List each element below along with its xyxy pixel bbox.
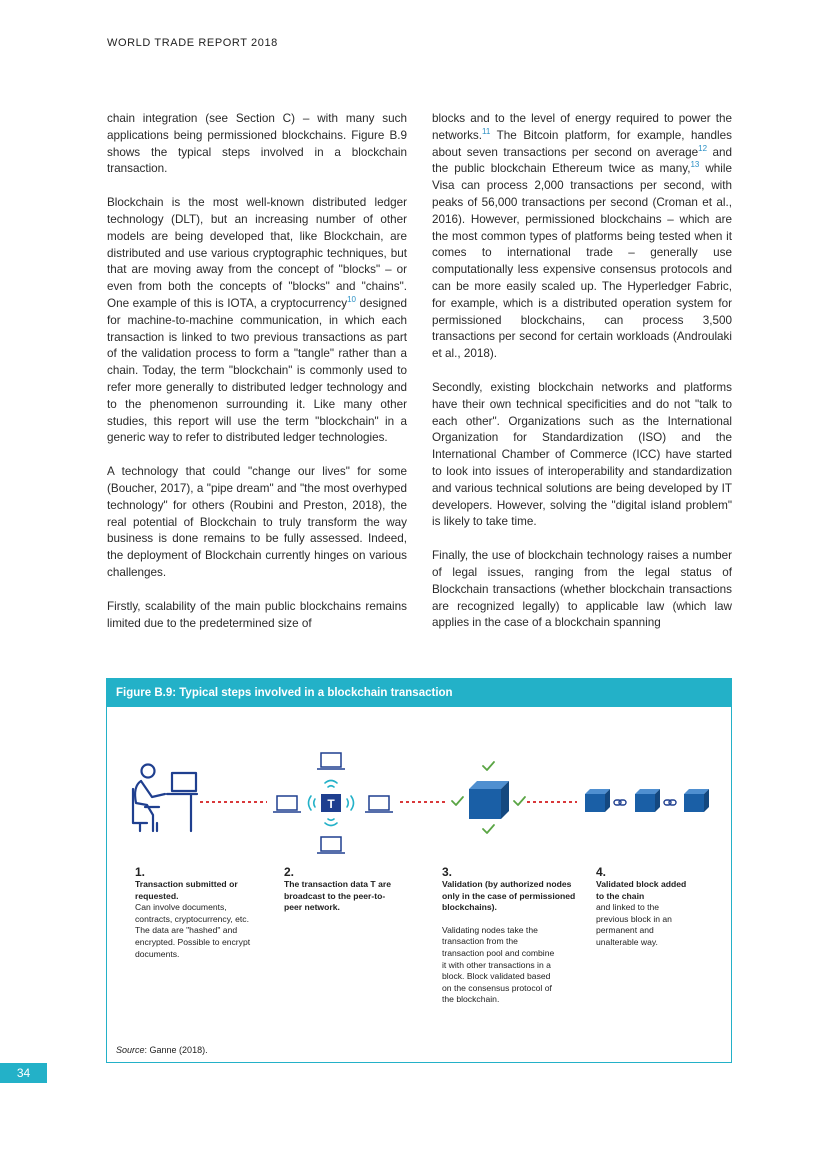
footnote-12[interactable]: 12 [698, 143, 708, 153]
left-column [107, 111, 407, 649]
right-paragraph-1-text-a: blocks and to the level of energy required to power the networks. [432, 112, 732, 142]
step-1 [135, 865, 255, 960]
left-paragraph-3: A technology that could "change our lives" for some (Boucher, 2017), a "pipe dream" and "the most overhyped technology" for others (Roubini and Preston, 2018), the real potential of Blockchain to truly transform the way business is done remains to be fully assessed. Indeed, the deployment of Blockchain currently hinges on various challenges. [107, 465, 407, 579]
validation-block-icon [469, 781, 509, 819]
step-4-body: and linked to the previous block in an permanent and unalterable way. [596, 902, 672, 947]
transaction-t-icon [321, 794, 341, 812]
transaction-t-label: T [327, 797, 335, 811]
right-paragraph-1 [432, 111, 732, 363]
step-3-heading: Validation (by authorized nodes only in the case of permissioned blockchains). [442, 879, 576, 913]
laptop-right-icon [365, 796, 393, 812]
chain-block-1 [585, 789, 610, 812]
left-paragraph-4: Firstly, scalability of the main public blockchains remains limited due to the predetermined size of [107, 599, 407, 630]
right-paragraph-1-text-c: and the public blockchain Ethereum twice as many, [432, 145, 733, 176]
source-text: : Ganne (2018). [144, 1045, 208, 1055]
chain-block-2 [635, 789, 660, 812]
laptop-bottom-icon [317, 837, 345, 853]
laptop-top-icon [317, 753, 345, 769]
running-header: WORLD TRADE REPORT 2018 [107, 37, 278, 49]
page-number: 34 [0, 1063, 47, 1083]
blockchain-blocks-icon [585, 789, 709, 812]
right-column [432, 111, 732, 649]
footnote-13[interactable]: 13 [690, 160, 700, 170]
step-3 [442, 865, 577, 1006]
step-2-heading: The transaction data T are broadcast to the peer-to-peer network. [284, 879, 391, 913]
left-paragraph-1: chain integration (see Section C) – with many such applications being permissioned blockchains. Figure B.9 shows the typical steps involved in a blockchain transaction. [107, 112, 407, 176]
step-3-body: Validating nodes take the transaction from the transaction pool and combine it with other transactions in a block. Block validated based on the consensus protocol of the blockchain. [442, 924, 555, 1005]
left-paragraph-2 [107, 195, 407, 447]
right-paragraph-1-text-d: while Visa can process 2,000 transactions per second, with peaks of 56,000 transactions per second (Croman et al., 2016). However, permissioned blockchains – which are the most common types of platforms being tested when it comes to international trade – generally use computationally less expensive consensus protocols and can be more easily scaled up. The Hyperledger Fabric, for example, which is a distributed operation system for permissioned blockchains, can process 3,500 transactions per second for certain workloads (Androulaki et al., 2018). [432, 162, 733, 361]
left-paragraph-2-text-b: designed for machine-to-machine communication, in which each transaction is linked to two previous transactions as part of the validation process to form a "tangle" rather than a chain. Today, the term "blockchain" is commonly used to refer more generally to distributed ledger technology and to the phenomenon surrounding it. Like many other studies, this report will use the term "blockchain" in a generic way to refer to distributed ledger technologies. [107, 296, 407, 445]
step-2-number: 2. [284, 865, 295, 879]
figure-box [106, 678, 732, 1063]
chain-block-3 [684, 789, 709, 812]
person-at-computer-icon [133, 765, 197, 832]
footnote-11[interactable]: 11 [482, 126, 491, 136]
footnote-10[interactable]: 10 [347, 295, 357, 305]
figure-title: Figure B.9: Typical steps involved in a blockchain transaction [107, 679, 731, 707]
step-4-heading: Validated block added to the chain [596, 879, 687, 901]
right-paragraph-2: Secondly, existing blockchain networks and platforms have their own technical specificities and do not "talk to each other". Organizations such as the International Organization for Standardization (ISO) and the International Chamber of Commerce (ICC) have started to look into issues of interoperability and standardization and various technical solutions are being developed by IT developers. However, solving the "digital island problem" is likely to take time. [432, 380, 732, 529]
source-label: Source [116, 1045, 145, 1055]
blockchain-diagram [107, 719, 731, 859]
step-4 [596, 865, 691, 949]
left-paragraph-2-text-a: Blockchain is the most well-known distributed ledger technology (DLT), but an increasing number of other models are being developed that, like Blockchain, are distributed and use various cryptographic techniques, but that are moving away from the concept of "blocks" – or even from both the concepts of "blocks" and "chains". One example of this is IOTA, a cryptocurrency [107, 196, 407, 310]
right-paragraph-3: Finally, the use of blockchain technology raises a number of legal issues, ranging from the legal status of Blockchain transactions (whether blockchain transactions are recognized legally) to applicable law (which law applies in the case of a blockchain spanning [432, 549, 732, 630]
step-1-number: 1. [135, 865, 146, 879]
step-1-heading: Transaction submitted or requested. [135, 879, 238, 901]
laptop-left-icon [273, 796, 301, 812]
step-1-body: Can involve documents, contracts, cryptocurrency, etc. The data are "hashed" and encrypted. Possible to encrypt documents. [135, 902, 251, 959]
step-3-number: 3. [442, 865, 453, 879]
step-2 [284, 865, 394, 914]
right-paragraph-1-text-b: The Bitcoin platform, for example, handles about seven transactions per second on average [432, 128, 732, 159]
figure-source [116, 1045, 208, 1055]
step-4-number: 4. [596, 865, 607, 879]
